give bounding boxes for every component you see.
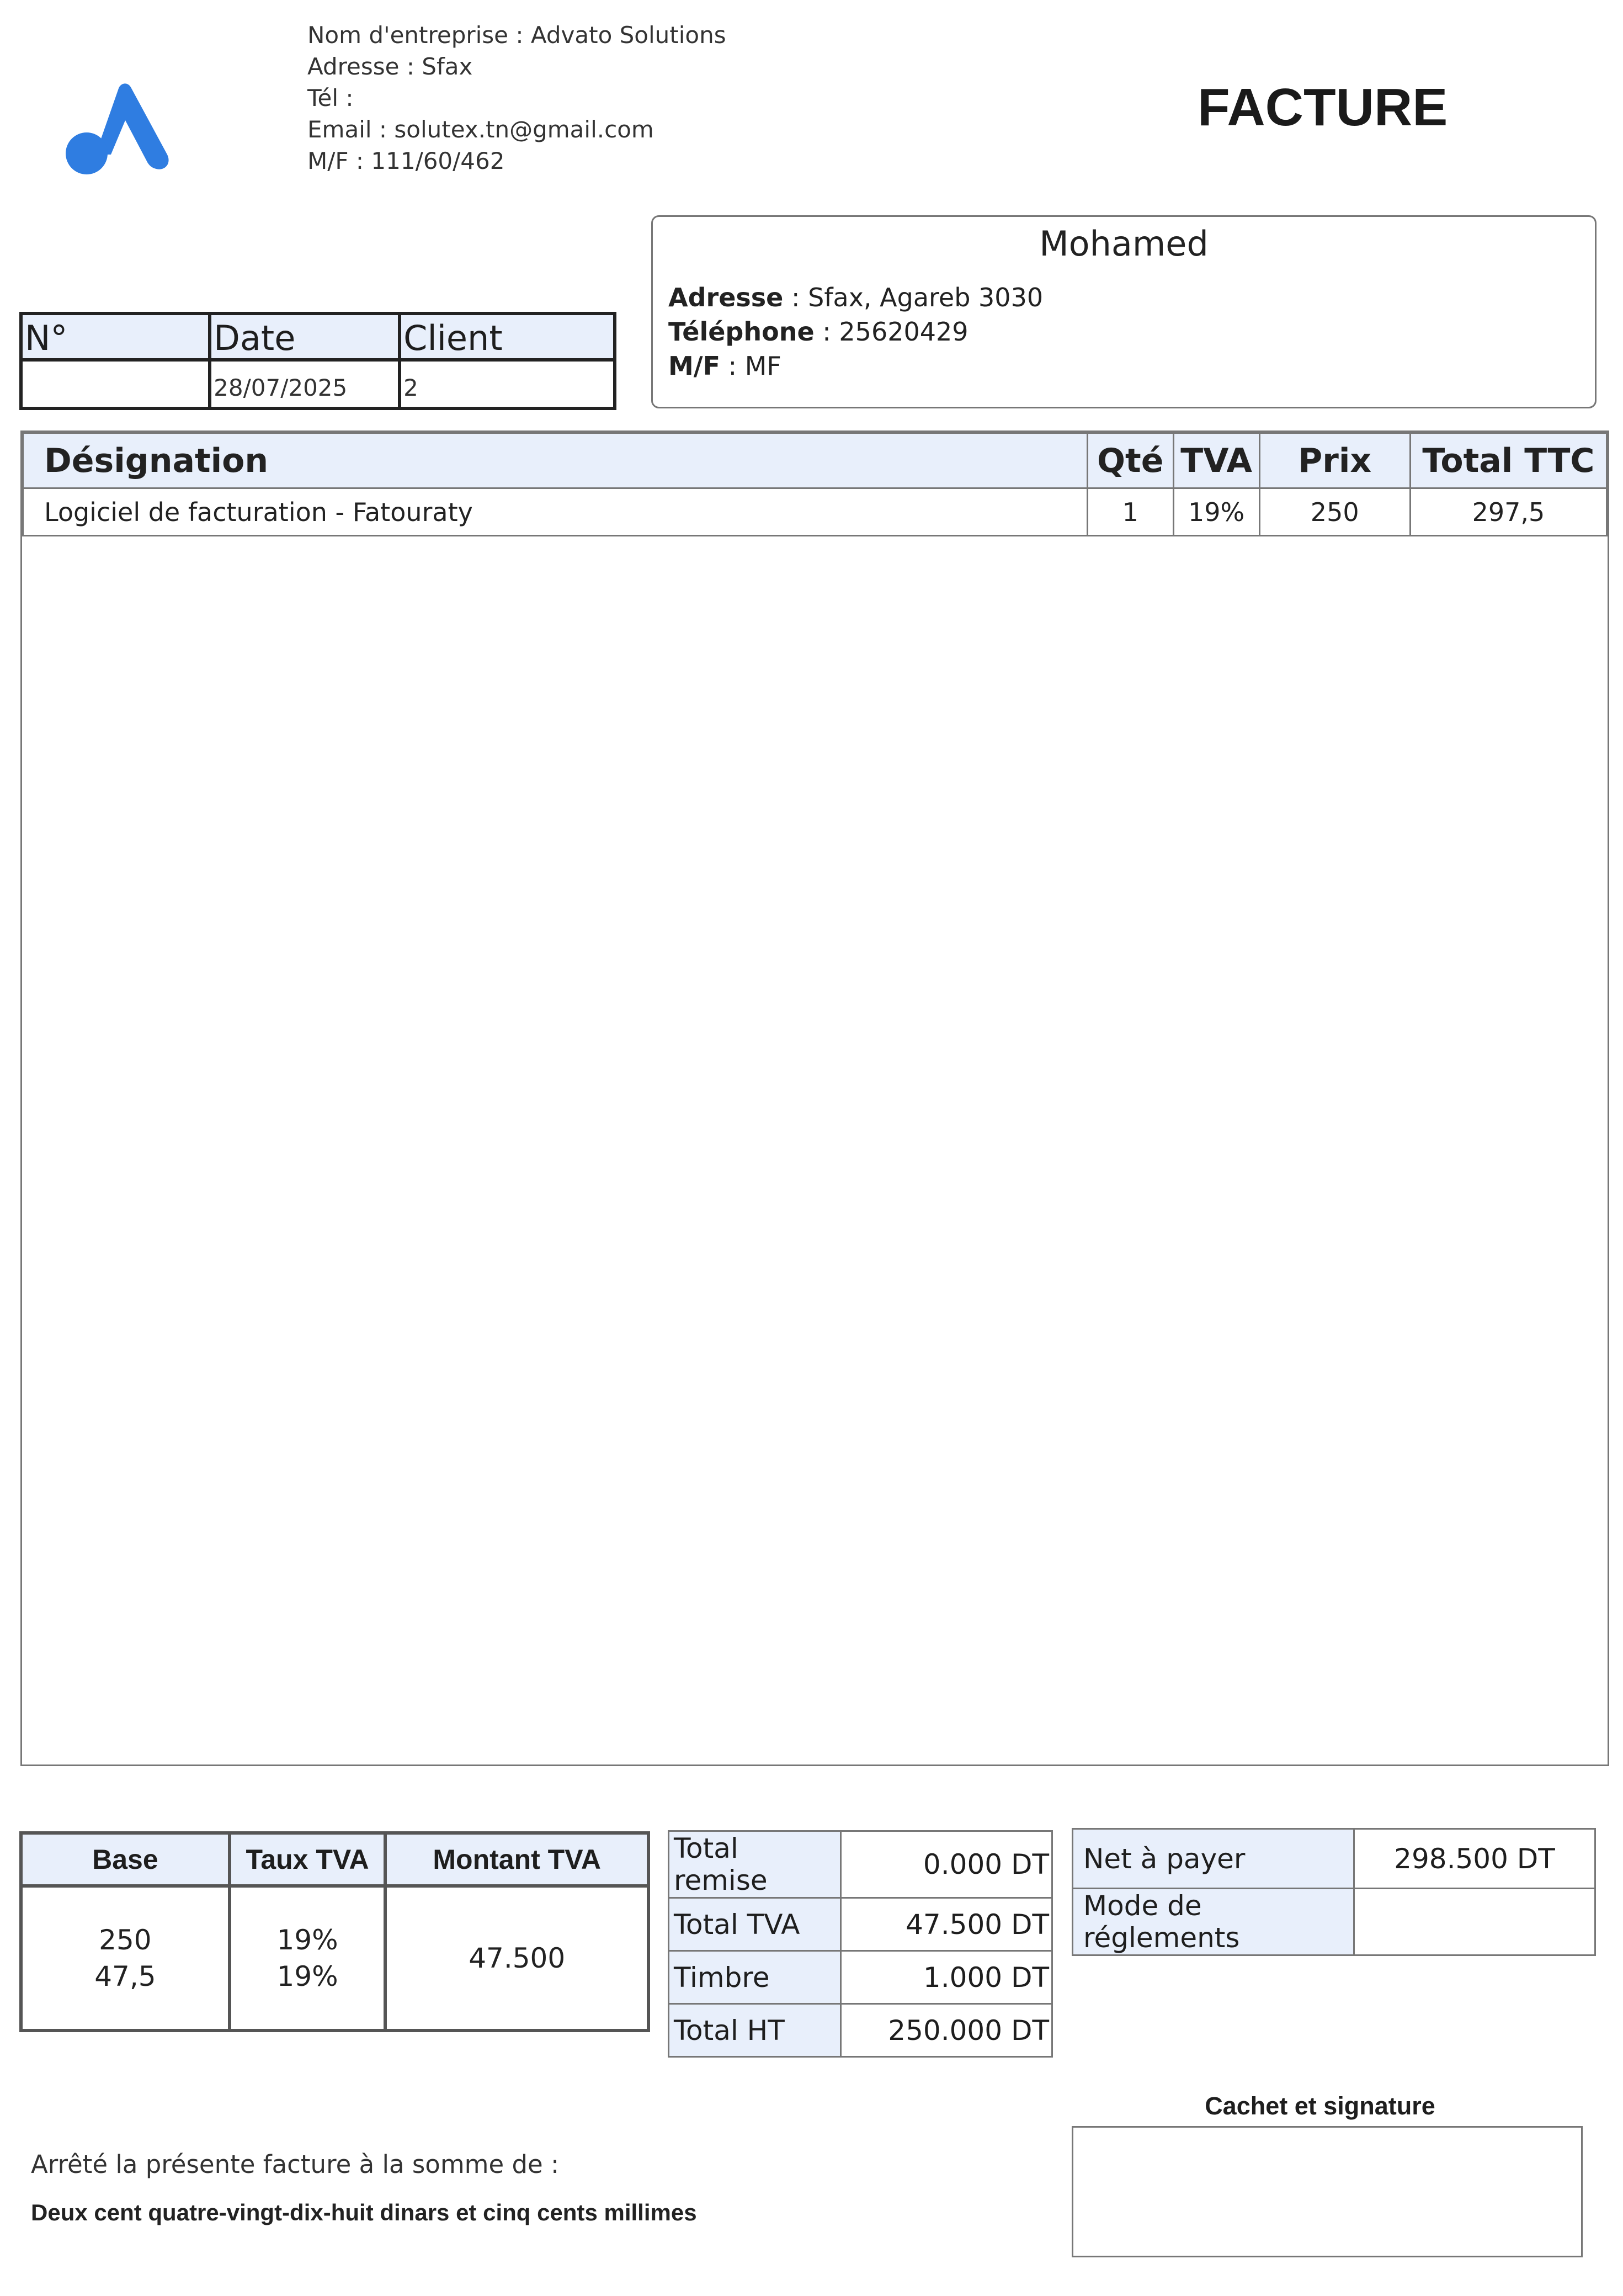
stamp-duty-label: Timbre — [669, 1951, 841, 2004]
company-info — [307, 19, 726, 177]
items-header-vat: TVA — [1173, 433, 1259, 488]
client-mf-label: M/F — [668, 351, 720, 381]
amount-in-words: Deux cent quatre-vingt-dix-huit dinars et cinq cents millimes — [31, 2199, 697, 2225]
totals-table — [668, 1830, 1053, 2058]
client-phone: : 25620429 — [814, 317, 969, 347]
payment-table — [1072, 1828, 1596, 1956]
document-title: FACTURE — [1198, 78, 1448, 137]
client-name: Mohamed — [1039, 224, 1209, 264]
total-vat-label: Total TVA — [669, 1898, 841, 1951]
items-header-price: Prix — [1259, 433, 1410, 488]
items-header-total: Total TTC — [1410, 433, 1606, 488]
payment-mode-label: Mode de réglements — [1073, 1889, 1354, 1955]
invoice-meta-table — [19, 312, 616, 410]
stamp-signature-label: Cachet et signature — [1205, 2092, 1435, 2120]
item-vat: 19% — [1173, 488, 1259, 536]
total-ht-value: 250.000 DT — [841, 2004, 1052, 2057]
vat-base-cell — [21, 1886, 230, 2031]
meta-header-client: Client — [400, 313, 615, 360]
total-discount-label: Total remise — [669, 1831, 841, 1898]
company-mf: M/F : 111/60/462 — [307, 147, 505, 174]
company-name: Nom d'entreprise : Advato Solutions — [307, 22, 726, 49]
net-to-pay-value: 298.500 DT — [1354, 1829, 1595, 1889]
vat-header-amount: Montant TVA — [385, 1833, 648, 1886]
stamp-duty-value: 1.000 DT — [841, 1951, 1052, 2004]
meta-header-date: Date — [210, 313, 400, 360]
company-email: Email : solutex.tn@gmail.com — [307, 116, 654, 143]
vat-rate-1: 19% — [276, 1924, 338, 1956]
client-address-label: Adresse — [668, 283, 784, 312]
client-mf-line — [668, 349, 1043, 383]
item-price: 250 — [1259, 488, 1410, 536]
total-ht-label: Total HT — [669, 2004, 841, 2057]
vat-header-rate: Taux TVA — [230, 1833, 386, 1886]
item-total: 297,5 — [1410, 488, 1606, 536]
item-qty: 1 — [1087, 488, 1173, 536]
client-phone-label: Téléphone — [668, 317, 815, 347]
meta-client: 2 — [400, 360, 615, 408]
client-address-line — [668, 280, 1043, 315]
client-mf: : MF — [720, 351, 781, 381]
advato-logo-icon — [63, 72, 174, 177]
meta-date: 28/07/2025 — [210, 360, 400, 408]
vat-rate-cell — [230, 1886, 386, 2031]
stamp-signature-box — [1072, 2126, 1583, 2257]
client-address: : Sfax, Agareb 3030 — [783, 283, 1044, 312]
meta-header-number: N° — [21, 313, 210, 360]
meta-number — [21, 360, 210, 408]
items-header-qty: Qté — [1087, 433, 1173, 488]
vat-rate-2: 19% — [276, 1960, 338, 1992]
vat-summary-table — [19, 1831, 650, 2032]
company-address: Adresse : Sfax — [307, 53, 473, 80]
client-details — [668, 280, 1043, 383]
client-phone-line — [668, 315, 1043, 349]
total-discount-value: 0.000 DT — [841, 1831, 1052, 1898]
total-vat-value: 47.500 DT — [841, 1898, 1052, 1951]
net-to-pay-label: Net à payer — [1073, 1829, 1354, 1889]
payment-mode-value — [1354, 1889, 1595, 1955]
vat-amount: 47.500 — [385, 1886, 648, 2031]
item-designation: Logiciel de facturation - Fatouraty — [23, 488, 1088, 536]
amount-intro: Arrêté la présente facture à la somme de : — [31, 2150, 560, 2179]
items-header-designation: Désignation — [23, 433, 1088, 488]
vat-base-2: 47,5 — [94, 1960, 156, 1992]
vat-base-1: 250 — [99, 1924, 152, 1956]
vat-header-base: Base — [21, 1833, 230, 1886]
table-row — [23, 488, 1607, 536]
items-table — [20, 431, 1609, 1766]
client-box — [651, 215, 1597, 408]
company-phone: Tél : — [307, 84, 354, 111]
